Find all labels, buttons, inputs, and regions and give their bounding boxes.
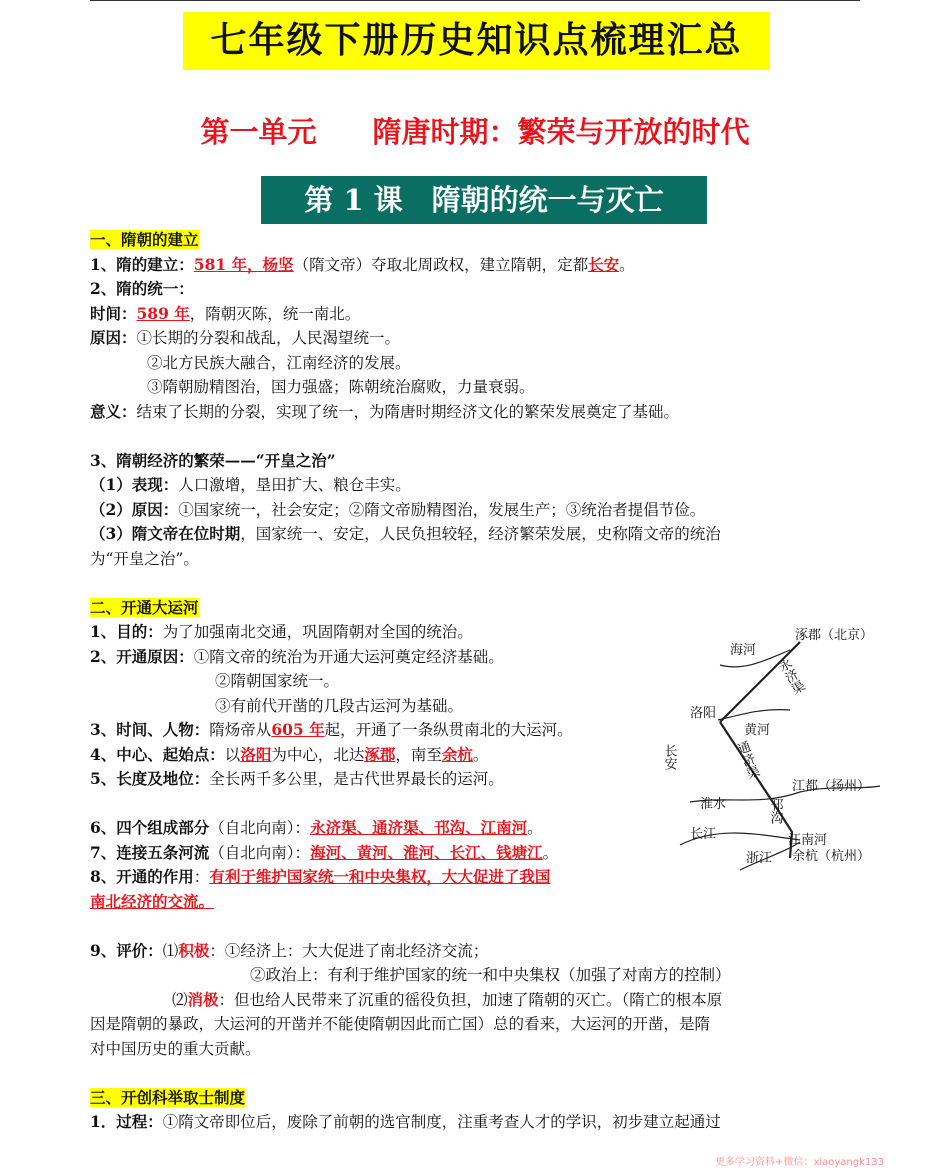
text-line: 时间：589 年，隋朝灭陈，统一南北。	[90, 303, 361, 323]
map-label: 邗沟	[767, 798, 783, 824]
text-line: 2、隋的统一：	[90, 279, 194, 298]
text-line: 4、中心、起始点：以洛阳为中心，北达涿郡，南至余杭。	[90, 744, 489, 764]
map-label: 余杭（杭州）	[792, 849, 871, 864]
text-line: （1）表现：人口激增，垦田扩大、粮仓丰实。	[90, 475, 411, 494]
map-label: 江都（扬州）	[792, 779, 871, 794]
text-line: （2）原因：①国家统一，社会安定；②隋文帝励精图治，发展生产；③统治者提倡节俭。	[90, 499, 706, 519]
unit-heading	[0, 110, 950, 151]
text-line: 1．过程：①隋文帝即位后，废除了前朝的选官制度，注重考查人才的学识，初步建立起通过	[90, 1112, 721, 1131]
text-line: 为“开皇之治”。	[90, 549, 199, 568]
map-label: 海河	[730, 643, 757, 658]
map-label: 江南河	[788, 833, 828, 848]
map-label: 浙江	[746, 851, 773, 866]
map-label: 通济渠	[732, 739, 761, 782]
section-heading: 三、开创科举取士制度	[90, 1087, 246, 1107]
text-line: （3）隋文帝在位时期，国家统一、安定，人民负担较轻，经济繁荣发展，史称隋文帝的统治	[90, 524, 721, 543]
text-line: ③有前代开凿的几段古运河为基础。	[215, 696, 464, 715]
text-line: ⑵消极：但也给人民带来了沉重的徭役负担，加速了隋朝的灭亡。（隋亡的根本原	[172, 989, 723, 1009]
text-line: ②北方民族大融合，江南经济的发展。	[147, 353, 411, 372]
section-heading: 一、隋朝的建立	[90, 230, 199, 249]
text-line: ②政治上：有利于维护国家的统一和中央集权（加强了对南方的控制）	[250, 966, 731, 984]
grand-canal-map	[660, 620, 900, 880]
text-line: 因是隋朝的暴政，大运河的开凿并不能使隋朝因此而亡国）总的看来，大运河的开凿，是隋	[90, 1015, 711, 1033]
text-line: 5、长度及地位：全长两千多公里，是古代世界最长的运河。	[90, 769, 504, 788]
text-line: ③隋朝励精图治，国力强盛；陈朝统治腐败，力量衰弱。	[147, 378, 535, 396]
text-line: 意义：结束了长期的分裂，实现了统一，为隋唐时期经济文化的繁荣发展奠定了基础。	[90, 401, 680, 421]
top-rule	[90, 0, 860, 1]
lesson-title: 第 1 课 隋朝的统一与灭亡	[261, 176, 707, 224]
text-line: 7、连接五条河流（自北向南）：海河、黄河、淮河、长江、钱塘江。	[90, 842, 559, 862]
page-title: 七年级下册历史知识点梳理汇总	[183, 12, 770, 70]
unit-label: 第一单元	[200, 115, 317, 149]
text-line: 3、隋朝经济的繁荣——“开皇之治”	[90, 450, 336, 470]
section-heading: 二、开通大运河	[90, 597, 199, 617]
text-line: 1、隋的建立：581 年，杨坚（隋文帝）夺取北周政权，建立隋朝，定都长安。	[90, 254, 635, 274]
text-line: 2、开通原因：①隋文帝的统治为开通大运河奠定经济基础。	[90, 646, 504, 666]
unit-name: 隋唐时期：繁荣与开放的时代	[372, 115, 750, 149]
text-line: 原因：①长期的分裂和战乱，人民渴望统一。	[90, 328, 401, 347]
map-label: 涿郡（北京）	[795, 628, 874, 643]
map-label: 黄河	[744, 723, 771, 738]
text-line: 南北经济的交流。	[90, 891, 215, 911]
text-line: 3、时间、人物：隋炀帝从605 年起，开通了一条纵贯南北的大运河。	[90, 720, 573, 739]
map-label: 长江	[690, 827, 717, 842]
text-line: 8、开通的作用：有利于维护国家统一和中央集权，大大促进了我国	[90, 867, 551, 886]
text-line: ②隋朝国家统一。	[215, 672, 340, 690]
map-label: 永济渠	[773, 656, 806, 698]
text-line: 6、四个组成部分（自北向南）：永济渠、通济渠、邗沟、江南河。	[90, 818, 543, 837]
watermark: 更多学习资料+微信：xiaoyangk133	[715, 1157, 884, 1168]
text-line: 对中国历史的重大贡献。	[90, 1039, 261, 1058]
map-label: 长安	[661, 744, 677, 770]
text-line: 1、目的：为了加强南北交通，巩固隋朝对全国的统治。	[90, 622, 473, 641]
text-line: 9、评价：⑴积极：①经济上：大大促进了南北经济交流；	[90, 940, 489, 960]
map-label: 洛阳	[690, 706, 717, 721]
map-label: 淮水	[700, 797, 727, 812]
